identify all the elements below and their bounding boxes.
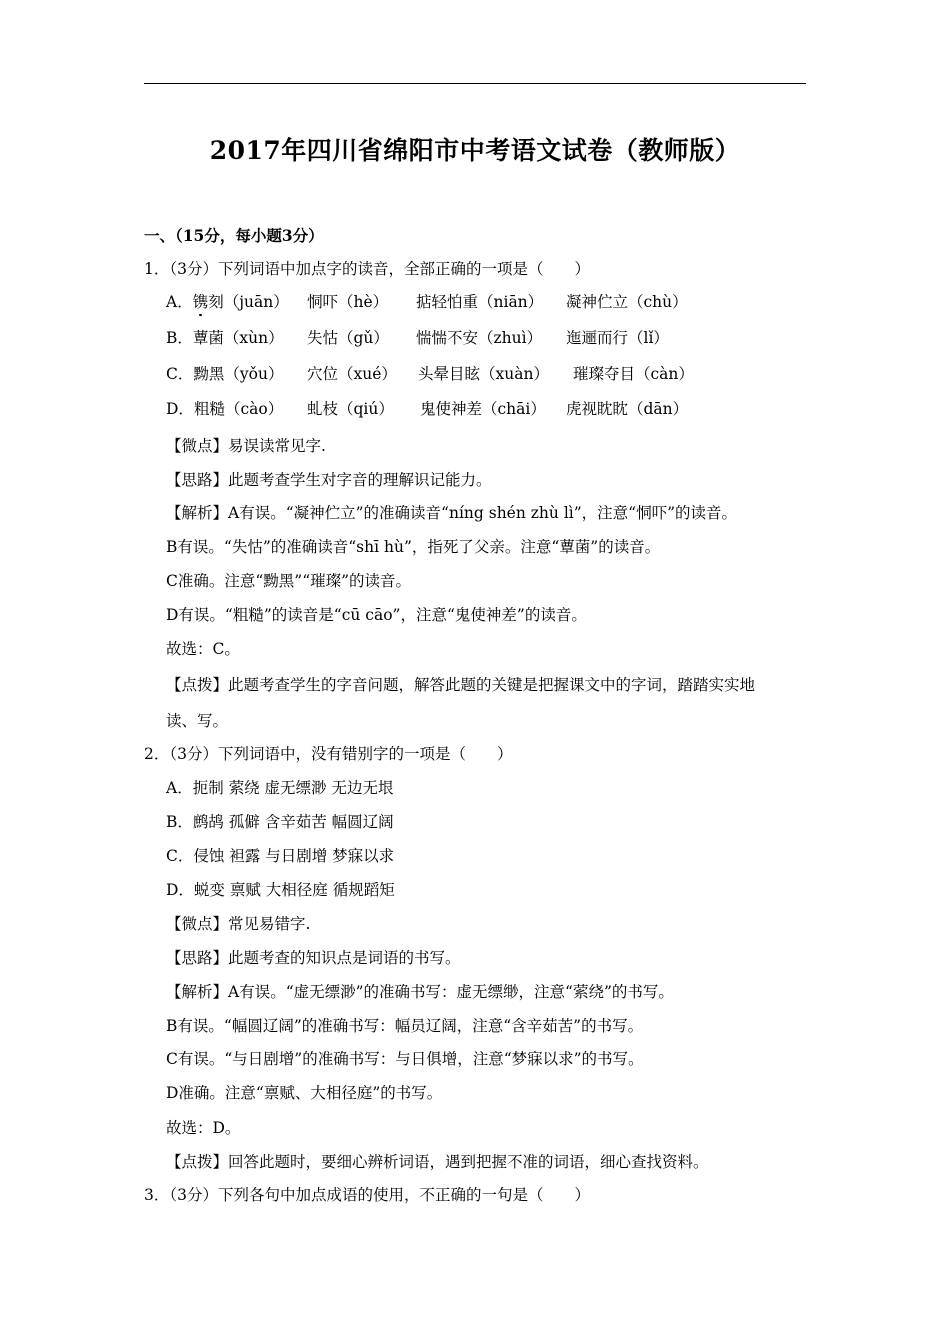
q1-option-b-word-2: 失怙（gǔ） bbox=[307, 329, 389, 347]
q1-option-c-word-3: 头晕目眩（xuàn） bbox=[418, 365, 549, 383]
q1-option-c: C．黝黑（yǒu） bbox=[166, 365, 284, 383]
page-title: 2017年四川省绵阳市中考语文试卷（教师版） bbox=[209, 136, 741, 165]
q1-option-a: A．镌刻（juān） bbox=[166, 293, 289, 311]
q1-option-d-word-4: 虎视眈眈（dān） bbox=[566, 400, 689, 418]
q2-approach: 【思路】此题考查的知识点是词语的书写。 bbox=[166, 949, 461, 967]
q1-option-b-word-4: 迤逦而行（lǐ） bbox=[566, 329, 669, 347]
q1-option-a-word-4: 凝神伫立（chù） bbox=[566, 293, 688, 311]
q1-analysis: 【解析】A有误。“凝神伫立”的准确读音“níng shén zhù lì”，注意“恫吓”的读音。 bbox=[166, 504, 738, 522]
q2-option-b: B．鹧鸪 孤僻 含辛茹苦 幅圆辽阔 bbox=[166, 813, 394, 831]
q2-option-a: A．扼制 萦绕 虚无缥渺 无边无垠 bbox=[166, 779, 394, 797]
q1-option-b: B．蕈菌（xùn） bbox=[166, 329, 284, 347]
q1-point: 【微点】易误读常见字. bbox=[166, 437, 326, 455]
q1-option-d-word-2: 虬枝（qiú） bbox=[307, 400, 394, 418]
q2-answer: 故选：D。 bbox=[166, 1119, 241, 1137]
q1-option-a-word-2: 恫吓（hè） bbox=[307, 293, 389, 311]
q1-analysis-c: C准确。注意“黝黑”“璀璨”的读音。 bbox=[166, 572, 412, 590]
q2-analysis-c: C有误。“与日剧增”的准确书写：与日俱增，注意“梦寐以求”的书写。 bbox=[166, 1050, 644, 1068]
q1-option-b-word-3: 惴惴不安（zhuì） bbox=[416, 329, 543, 347]
section-heading: 一、（15分，每小题3分） bbox=[144, 226, 324, 245]
q1-answer: 故选：C。 bbox=[166, 640, 240, 658]
q1-tip-cont: 读、写。 bbox=[166, 712, 229, 730]
q1-option-c-word-4: 璀璨夺目（càn） bbox=[573, 365, 694, 383]
question-2-stem: 2．（3分）下列词语中，没有错别字的一项是（ ） bbox=[144, 745, 513, 763]
question-3-stem: 3．（3分）下列各句中加点成语的使用，不正确的一句是（ ） bbox=[144, 1186, 590, 1204]
q1-option-d: D．粗糙（cào） bbox=[166, 400, 284, 418]
q2-analysis: 【解析】A有误。“虚无缥渺”的准确书写：虚无缥缈，注意“萦绕”的书写。 bbox=[166, 983, 674, 1001]
q1-option-d-word-3: 鬼使神差（chāi） bbox=[420, 400, 546, 418]
q1-tip: 【点拨】此题考查学生的字音问题，解答此题的关键是把握课文中的字词，踏踏实实地 bbox=[166, 676, 756, 694]
q2-option-c: C．侵蚀 袒露 与日剧增 梦寐以求 bbox=[166, 847, 395, 865]
q2-point: 【微点】常见易错字. bbox=[166, 915, 311, 933]
question-1-stem: 1．（3分）下列词语中加点字的读音，全部正确的一项是（ ） bbox=[144, 260, 590, 278]
q2-analysis-b: B有误。“幅圆辽阔”的准确书写：幅员辽阔，注意“含辛茹苦”的书写。 bbox=[166, 1017, 644, 1035]
header-rule bbox=[144, 83, 806, 84]
q1-analysis-d: D有误。“粗糙”的读音是“cū cāo”，注意“鬼使神差”的读音。 bbox=[166, 606, 587, 624]
q1-option-c-word-2: 穴位（xué） bbox=[307, 365, 397, 383]
q1-analysis-b: B有误。“失怙”的准确读音“shī hù”，指死了父亲。注意“蕈菌”的读音。 bbox=[166, 538, 661, 556]
q1-approach: 【思路】此题考查学生对字音的理解识记能力。 bbox=[166, 471, 492, 489]
q2-analysis-d: D准确。注意“禀赋、大相径庭”的书写。 bbox=[166, 1084, 443, 1102]
q2-option-d: D．蜕变 禀赋 大相径庭 循规蹈矩 bbox=[166, 881, 395, 899]
q1-option-a-word-3: 掂轻怕重（niān） bbox=[416, 293, 544, 311]
q2-tip: 【点拨】回答此题时，要细心辨析词语，遇到把握不准的词语，细心查找资料。 bbox=[166, 1153, 709, 1171]
